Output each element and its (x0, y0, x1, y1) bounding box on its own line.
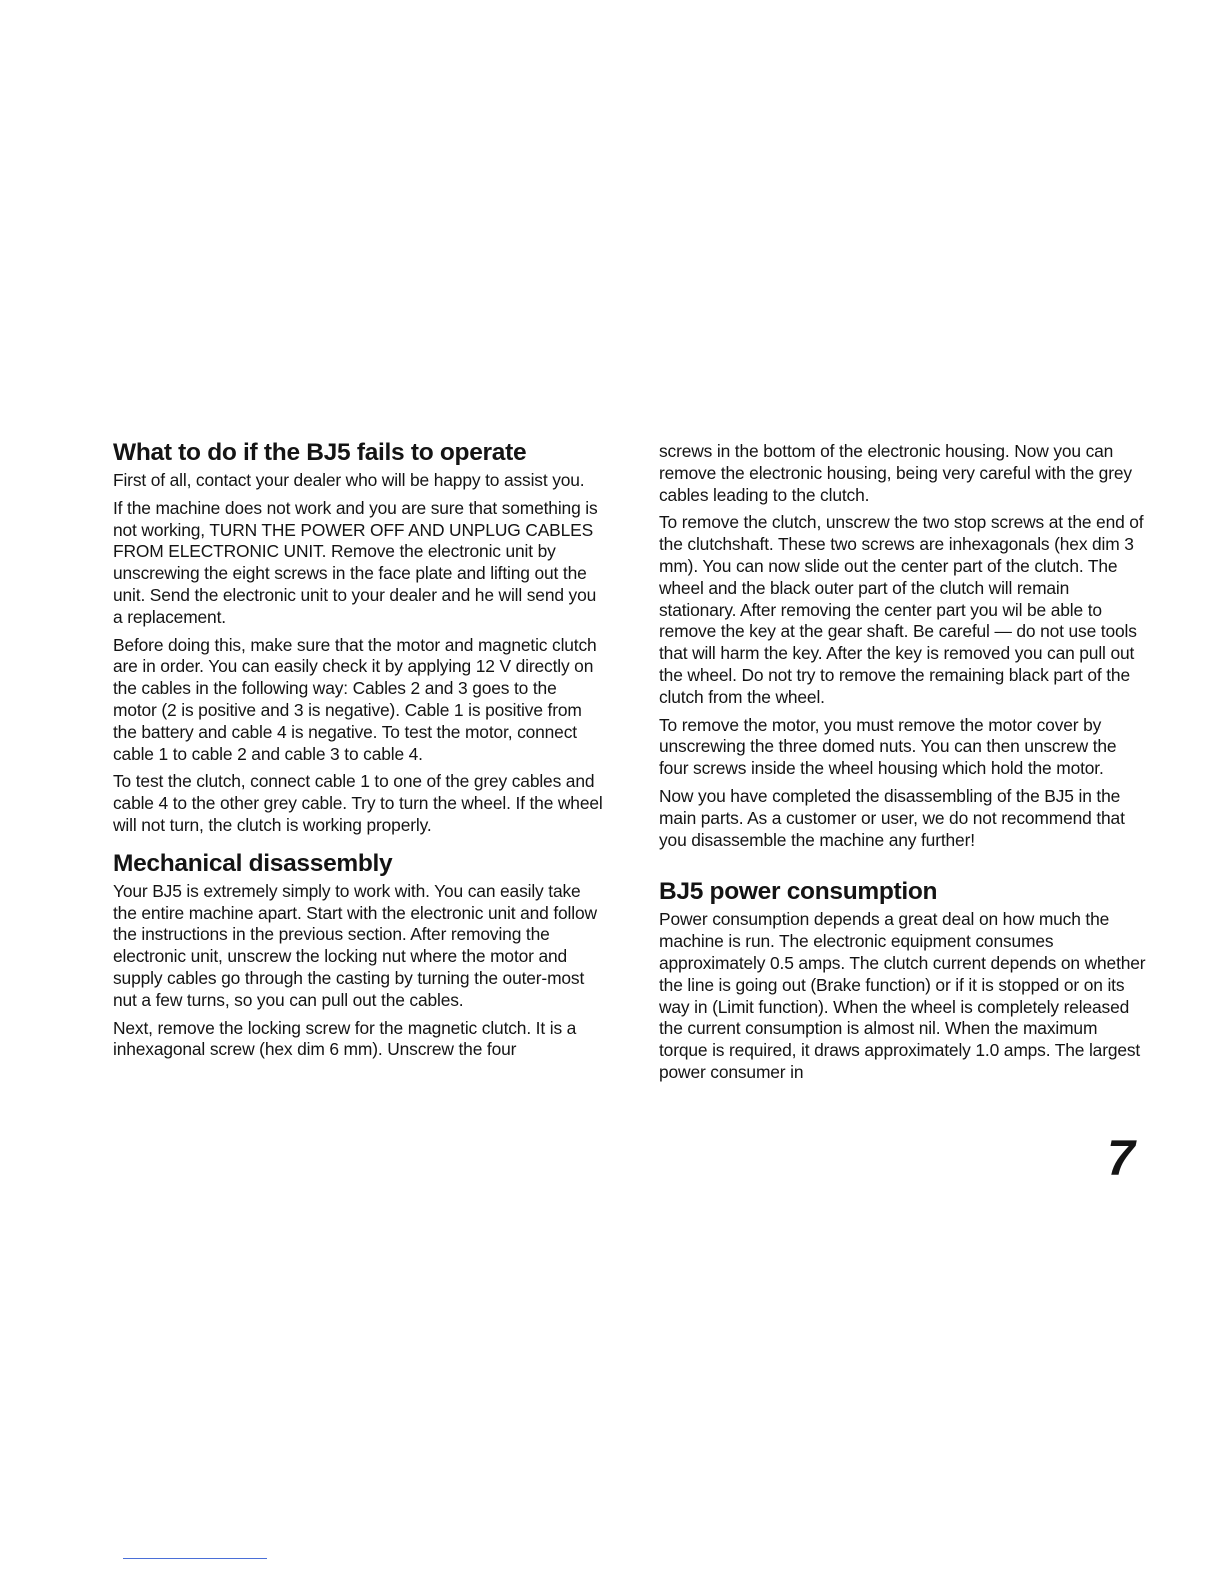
section-heading-mechanical-disassembly: Mechanical disassembly (113, 849, 393, 877)
paragraph: If the machine does not work and you are sure that something is not working, TURN THE POWER OFF AND UNPLUG CABLES FROM ELECTRONIC UNIT. Remove the electronic unit by unscrewing the eight screws in the face plate and lifting out the unit. Send the electronic unit to your dealer and he will send you a replacement. (113, 497, 598, 627)
footer-divider (123, 1558, 267, 1559)
right-column (659, 441, 1149, 1090)
paragraph: Now you have completed the disassembling of the BJ5 in the main parts. As a customer or user, we do not recommend that you disassemble the machine any further! (659, 785, 1125, 850)
paragraph: To test the clutch, connect cable 1 to one of the grey cables and cable 4 to the other grey cable. Try to turn the wheel. If the wheel will not turn, the clutch is working properly. (113, 771, 603, 835)
paragraph: To remove the clutch, unscrew the two stop screws at the end of the clutchshaft. These two screws are inhexagonals (hex dim 3 mm). You can now slide out the center part of the clutch. The wheel and the black outer part of the clutch will remain stationary. After removing the center part you wil be able to remove the key at the gear shaft. Be careful — do not use tools that will harm the key. After the key is removed you can pull out the wheel. Do not try to remove the remaining black part of the clutch from the wheel. (659, 512, 1144, 707)
paragraph: screws in the bottom of the electronic housing. Now you can remove the electronic housing, being very careful with the grey cables leading to the clutch. (659, 441, 1132, 505)
page-number: 7 (1107, 1130, 1135, 1186)
paragraph: Before doing this, make sure that the motor and magnetic clutch are in order. You can easily check it by applying 12 V directly on the cables in the following way: Cables 2 and 3 goes to the motor (2 is positive and 3 is negative). Cable 1 is positive from the battery and cable 4 is negative. To test the motor, connect cable 1 to cable 2 and cable 3 to cable 4. (113, 634, 597, 764)
section-heading-power-consumption: BJ5 power consumption (659, 878, 938, 906)
section-heading-fails-to-operate: What to do if the BJ5 fails to operate (113, 439, 527, 466)
left-column (113, 438, 603, 1067)
paragraph: Power consumption depends a great deal on how much the machine is run. The electronic equipment consumes approximately 0.5 amps. The clutch current depends on whether the line is going out (Brake function) or if it is stopped or on its way in (Limit function). When the wheel is completely released the current consumption is almost nil. When the maximum torque is required, it draws approximately 1.0 amps. The largest power consumer in (659, 909, 1146, 1082)
paragraph: To remove the motor, you must remove the motor cover by unscrewing the three domed nuts. You can then unscrew the four screws inside the wheel housing which hold the motor. (659, 714, 1117, 779)
paragraph: First of all, contact your dealer who will be happy to assist you. (113, 470, 585, 490)
paragraph: Next, remove the locking screw for the magnetic clutch. It is a inhexagonal screw (hex dim 6 mm). Unscrew the four (113, 1017, 577, 1060)
paragraph: Your BJ5 is extremely simply to work with. You can easily take the entire machine apart. Start with the electronic unit and follow the instructions in the previous section. After removing the electronic unit, unscrew the locking nut where the motor and supply cables go through the casting by turning the outer-most nut a few turns, so you can pull out the cables. (113, 880, 597, 1010)
